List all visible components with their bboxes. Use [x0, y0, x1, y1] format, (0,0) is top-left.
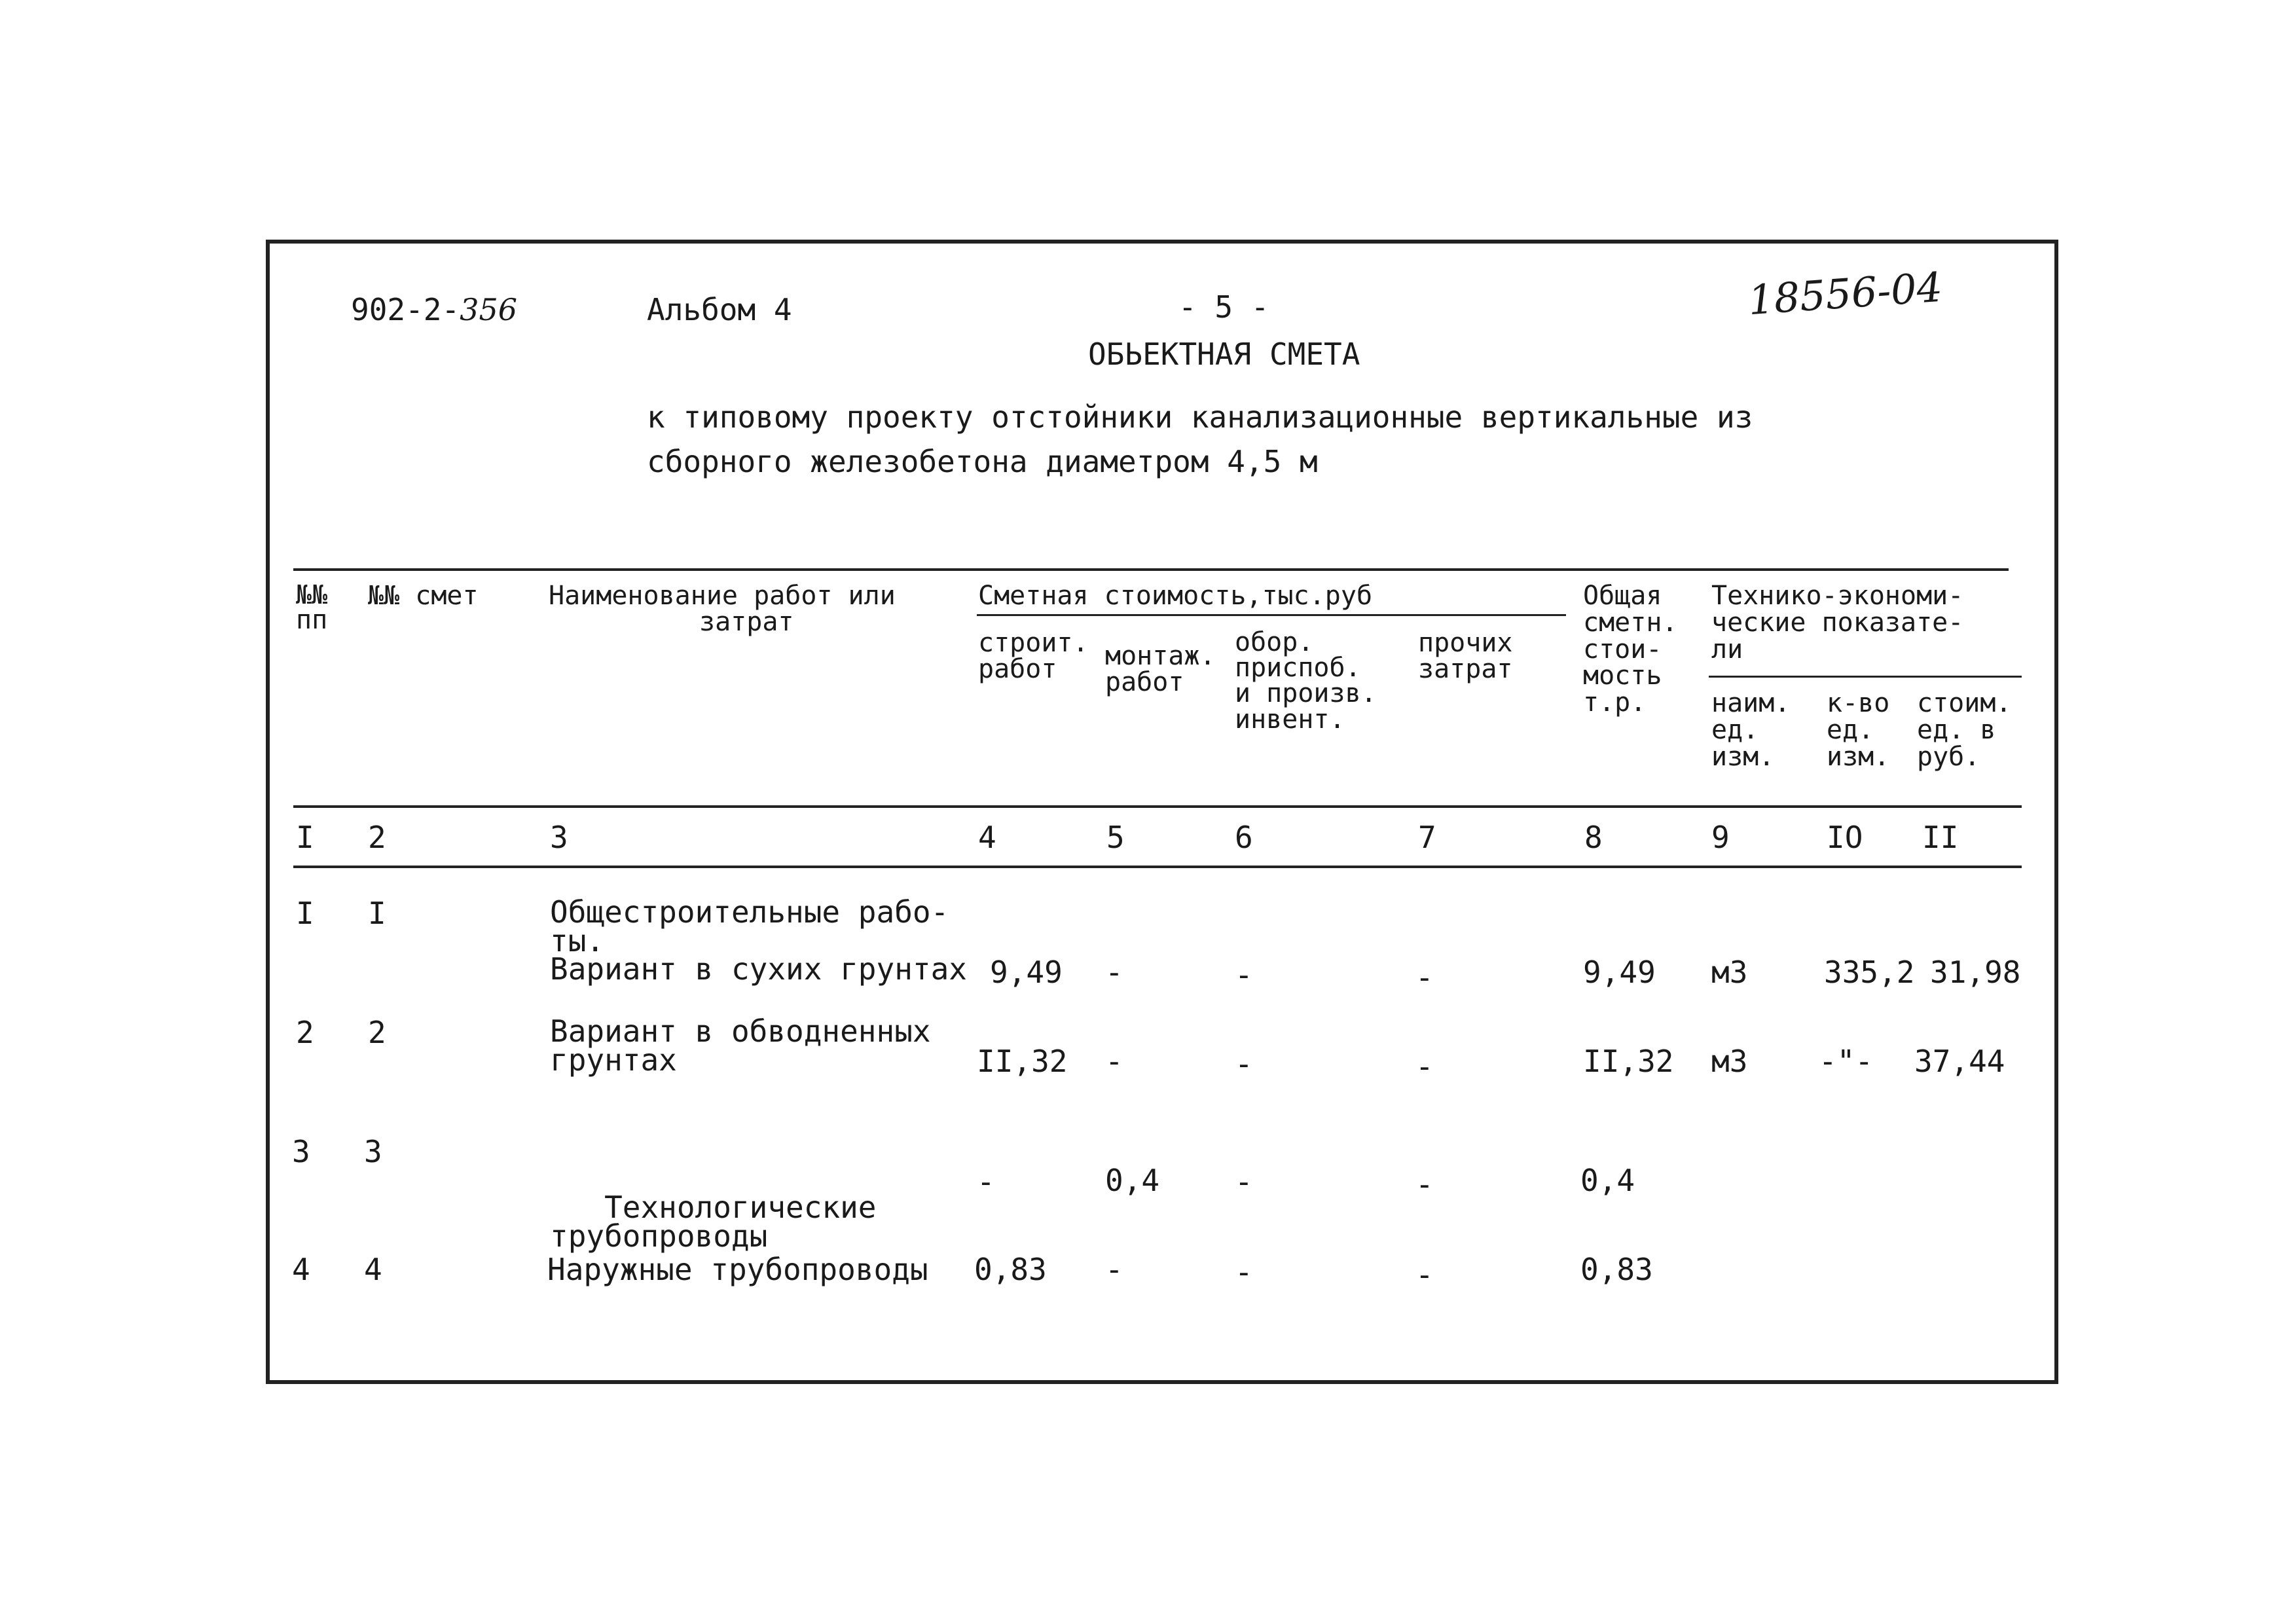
unit-cost: 37,44 [1914, 1044, 2005, 1079]
header-row-number: №№ пп [296, 580, 328, 635]
subtitle-line2: сборного железобетона диаметром 4,5 м [647, 444, 1318, 479]
header-other-costs: прочих затрат [1418, 628, 1513, 684]
equipment-cost: - [1235, 1046, 1253, 1082]
unit-name: м3 [1711, 1044, 1748, 1079]
installation-cost: 0,4 [1105, 1163, 1160, 1198]
page-number: - 5 - [1178, 289, 1269, 325]
other-cost: - [1415, 960, 1434, 995]
construction-cost: 0,83 [974, 1252, 1047, 1287]
unit-cost: 31,98 [1930, 955, 2021, 990]
column-number: 4 [978, 820, 996, 855]
header-estimate-number: №№ смет [368, 581, 479, 611]
total-cost: II,32 [1583, 1044, 1674, 1079]
tech-group-rule [1709, 676, 2022, 678]
unit-quantity: -"- [1819, 1044, 1874, 1079]
work-name: Общестроительные рабо- ты. Вариант в сухих грунтах [550, 894, 967, 987]
column-number: 7 [1418, 820, 1436, 855]
row-number: I [296, 896, 314, 931]
column-numbers-rule [293, 866, 2022, 868]
work-name: Вариант в обводненных грунтах [550, 1013, 931, 1078]
total-cost: 0,83 [1580, 1252, 1653, 1287]
construction-cost: 9,49 [990, 955, 1063, 990]
subtitle-line1: к типовому проекту отстойники канализационные вертикальные из [647, 399, 1753, 435]
installation-cost: - [1105, 1044, 1123, 1079]
column-number: 8 [1584, 820, 1603, 855]
column-number: II [1922, 820, 1959, 855]
row-number: 2 [296, 1015, 314, 1050]
header-equipment: обор. приспоб. и произв. инвент. [1235, 627, 1377, 735]
estimate-number: 2 [368, 1015, 386, 1050]
column-number: IO [1827, 820, 1863, 855]
header-bottom-rule [293, 805, 2022, 808]
total-cost: 9,49 [1583, 955, 1656, 990]
header-construction-work: строит. работ [978, 628, 1089, 684]
total-cost: 0,4 [1580, 1163, 1635, 1198]
equipment-cost: - [1235, 1164, 1253, 1199]
estimate-number: 3 [364, 1134, 382, 1169]
estimate-number: 4 [364, 1252, 382, 1287]
doc-code-prefix: 902-2- [351, 292, 460, 327]
installation-cost: - [1105, 1252, 1123, 1287]
table-top-rule [293, 568, 2009, 571]
archive-number: 18556-04 [1746, 263, 1944, 325]
other-cost: - [1415, 1257, 1434, 1292]
header-unit-name: наим. ед. изм. [1711, 688, 1791, 772]
header-total-cost: Общая сметн. стои- мость т.р. [1583, 581, 1678, 718]
header-installation-work: монтаж. работ [1105, 641, 1216, 697]
column-number: 6 [1235, 820, 1253, 855]
doc-code [351, 292, 517, 327]
installation-cost: - [1105, 955, 1123, 990]
header-work-name: Наименование работ или затрат [549, 581, 896, 637]
column-number: 3 [550, 820, 568, 855]
album-label: Альбом 4 [647, 292, 792, 327]
row-number: 4 [292, 1252, 310, 1287]
unit-quantity: 335,2 [1824, 955, 1915, 990]
other-cost: - [1415, 1049, 1434, 1084]
equipment-cost: - [1235, 957, 1253, 993]
cost-group-rule [977, 614, 1566, 616]
unit-name: м3 [1711, 955, 1748, 990]
column-number: 2 [368, 820, 386, 855]
construction-cost: II,32 [977, 1044, 1068, 1079]
column-number: I [296, 820, 314, 855]
estimate-number: I [368, 896, 386, 931]
column-number: 9 [1711, 820, 1730, 855]
row-number: 3 [292, 1134, 310, 1169]
page-title: ОБЬЕКТНАЯ СМЕТА [1088, 337, 1360, 372]
doc-code-suffix: 356 [460, 292, 517, 327]
column-number: 5 [1106, 820, 1125, 855]
other-cost: - [1415, 1167, 1434, 1202]
header-unit-cost: стоим. ед. в руб. [1917, 688, 2012, 772]
equipment-cost: - [1235, 1254, 1253, 1290]
header-cost-group: Сметная стоимость,тыс.руб [978, 581, 1373, 611]
construction-cost: - [977, 1164, 995, 1199]
header-tech-group: Технико-экономи- ческие показате- ли [1711, 581, 1964, 665]
work-name: Наружные трубопроводы [547, 1252, 928, 1287]
header-unit-quantity: к-во ед. изм. [1827, 688, 1890, 772]
work-name: Технологические трубопроводы [550, 1190, 877, 1254]
